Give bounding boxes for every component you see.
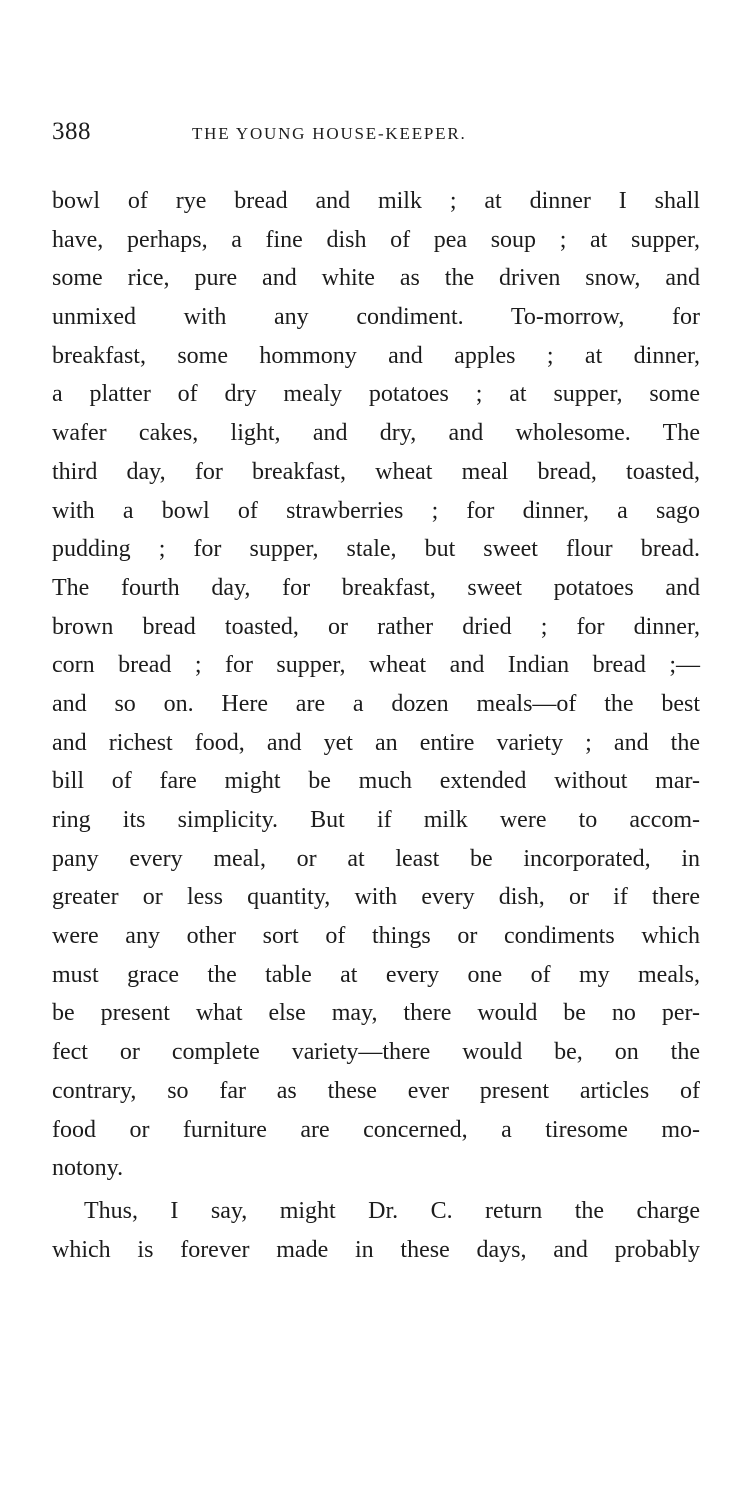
text-line: third day, for breakfast, wheat meal bread, toasted, (52, 458, 700, 485)
text-line: some rice, pure and white as the driven snow, and (52, 265, 700, 292)
text-line: ring its simplicity. But if milk were to accom- (52, 807, 700, 833)
text-line: contrary, so far as these ever present articles of (52, 1077, 700, 1104)
body-text (52, 182, 700, 1269)
running-head (52, 118, 700, 150)
text-line: food or furniture are concerned, a tiresome mo- (52, 1116, 700, 1143)
text-line: bowl of rye bread and milk ; at dinner I shall (52, 188, 700, 214)
text-line: and richest food, and yet an entire variety ; and the (52, 729, 700, 756)
text-line: be present what else may, there would be no per- (52, 1000, 700, 1027)
text-line: must grace the table at every one of my meals, (52, 961, 700, 988)
text-line: breakfast, some hommony and apples ; at dinner, (52, 342, 700, 369)
text-line: greater or less quantity, with every dish, or if there (52, 884, 700, 911)
text-line: which is forever made in these days, and probably (52, 1236, 700, 1263)
text-line: wafer cakes, light, and dry, and wholesome. The (52, 420, 700, 447)
paragraph (52, 1192, 700, 1269)
text-line: unmixed with any condiment. To-morrow, for (52, 304, 700, 331)
text-line: have, perhaps, a fine dish of pea soup ; at supper, (52, 226, 700, 253)
text-line: corn bread ; for supper, wheat and Indian bread ;— (52, 652, 700, 679)
text-line: bill of fare might be much extended without mar- (52, 768, 700, 795)
text-line: a platter of dry mealy potatoes ; at supper, some (52, 381, 700, 408)
text-line: pudding ; for supper, stale, but sweet flour bread. (52, 536, 700, 563)
text-line: The fourth day, for breakfast, sweet potatoes and (52, 574, 700, 601)
text-line: brown bread toasted, or rather dried ; for dinner, (52, 613, 700, 640)
text-line: Thus, I say, might Dr. C. return the charge (84, 1197, 700, 1224)
text-line: with a bowl of strawberries ; for dinner, a sago (52, 497, 700, 524)
text-line: pany every meal, or at least be incorporated, in (52, 845, 700, 872)
text-line: and so on. Here are a dozen meals—of the best (52, 690, 700, 717)
text-line: notony. (52, 1155, 124, 1182)
page-number: 388 (52, 118, 91, 145)
paragraph (52, 182, 700, 1188)
running-title: THE YOUNG HOUSE-KEEPER. (192, 124, 467, 143)
text-line: were any other sort of things or condiments which (52, 923, 700, 950)
text-line: fect or complete variety—there would be, on the (52, 1039, 700, 1066)
